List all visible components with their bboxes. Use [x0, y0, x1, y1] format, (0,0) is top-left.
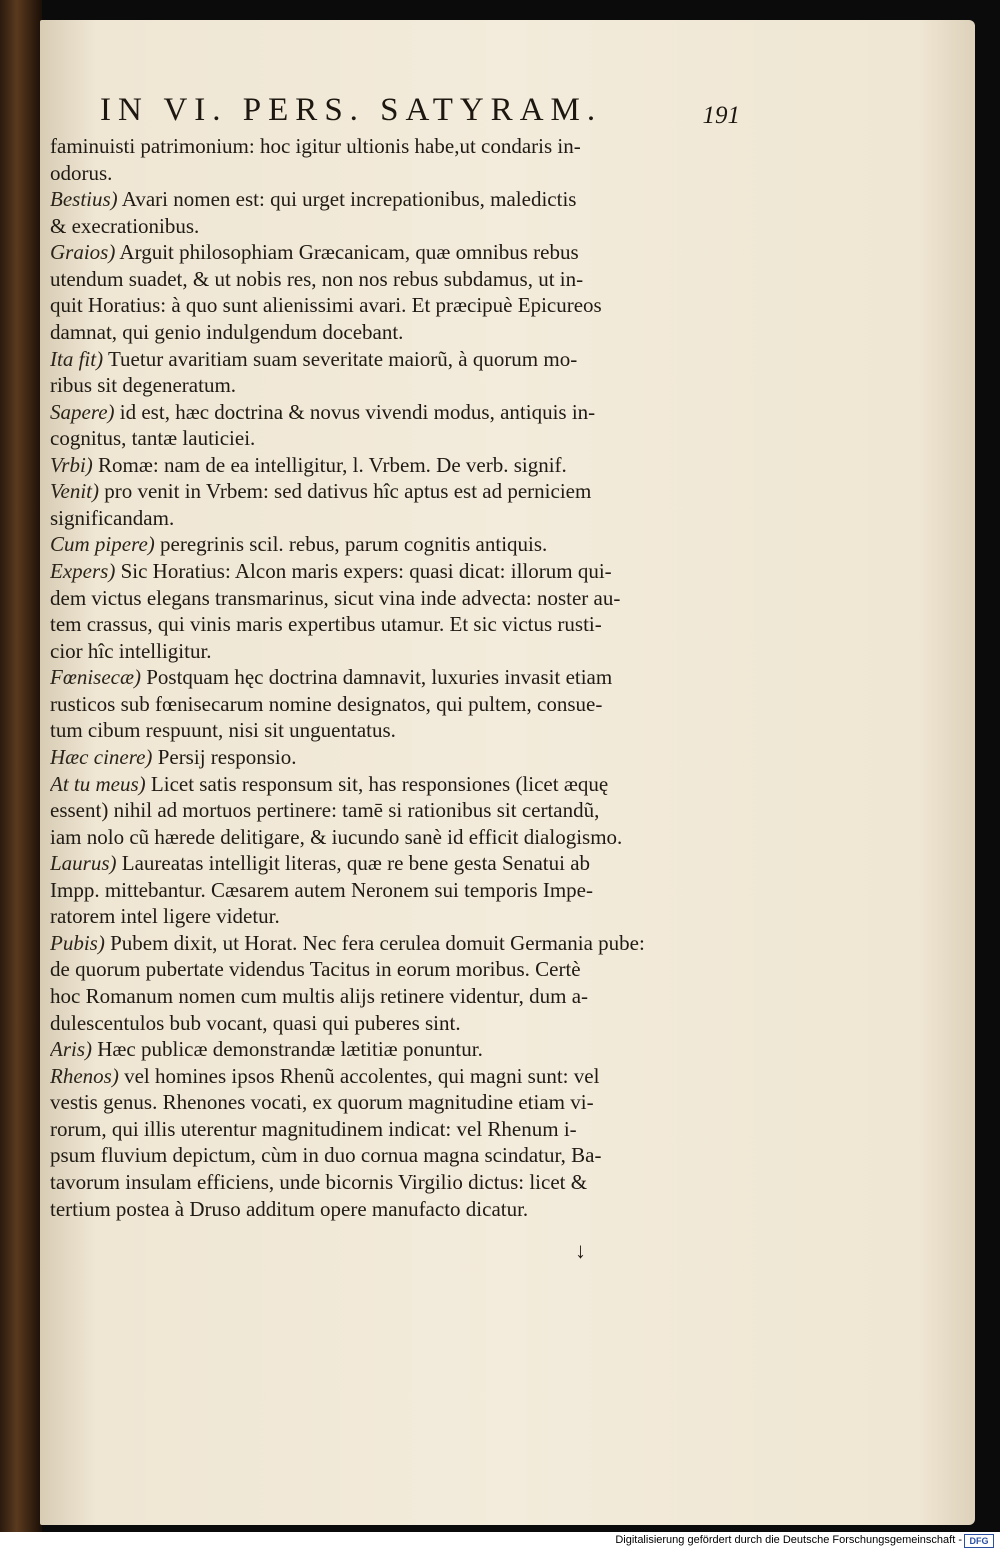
text-line — [50, 877, 740, 904]
lemma: Rhenos) — [50, 1063, 119, 1088]
line-text: Impp. mittebantur. Cæsarem autem Neronem sui temporis Impe- — [50, 877, 593, 902]
lemma: Ita fit) — [50, 346, 104, 371]
line-text: tum cibum respuunt, nisi sit unguentatus. — [50, 718, 396, 743]
lemma: Aris) — [50, 1037, 92, 1062]
line-text: cior hîc intelligitur. — [50, 638, 212, 663]
line-text: vestis genus. Rhenones vocati, ex quorum magnitudine etiam vi- — [50, 1090, 594, 1115]
line-text: tertium postea à Druso additum opere manufacto dicatur. — [50, 1196, 529, 1221]
line-text: iam nolo cũ hærede delitigare, & iucundo sanè id efficit dialogismo. — [50, 824, 623, 849]
text-line — [50, 1089, 740, 1116]
text-line — [50, 717, 740, 744]
text-line — [50, 664, 740, 691]
line-text: utendum suadet, & ut nobis res, non nos rebus subdamus, ut in- — [50, 266, 584, 291]
line-text: hoc Romanum nomen cum multis alijs retinere videntur, dum a- — [50, 984, 589, 1008]
line-text: peregrinis scil. rebus, parum cognitis antiquis. — [154, 532, 548, 557]
text-line — [50, 691, 740, 718]
lemma: Sapere) — [50, 399, 115, 424]
line-text: de quorum pubertate videndus Tacitus in eorum moribus. Certè — [50, 957, 581, 982]
lemma: Fœnisecæ) — [50, 665, 141, 690]
line-text: quit Horatius: à quo sunt alienissimi avari. Et præcipuè Epicureos — [50, 293, 602, 318]
text-line — [50, 292, 740, 319]
line-text: faminuisti patrimonium: hoc igitur ultionis habe,ut condaris in- — [50, 134, 581, 158]
text-line — [50, 266, 740, 293]
text-line — [50, 239, 740, 266]
running-head: IN VI. PERS. SATYRAM. — [100, 92, 603, 128]
text-line — [50, 1010, 740, 1037]
text-line — [50, 771, 740, 798]
lemma: Venit) — [50, 479, 99, 504]
lemma: Hæc cinere) — [50, 744, 153, 769]
line-text: Pubem dixit, ut Horat. Nec fera cerulea domuit Germania pube: — [104, 930, 645, 955]
text-line — [50, 452, 740, 479]
text-line — [50, 638, 740, 665]
line-text: psum fluvium depictum, cùm in duo cornua magna scindatur, Ba- — [50, 1143, 602, 1168]
line-text: Tuetur avaritiam suam severitate maiorũ, à quorum mo- — [103, 346, 578, 371]
line-text: ratorem intel ligere videtur. — [50, 904, 280, 929]
text-line — [50, 930, 740, 957]
lemma: Pubis) — [50, 930, 105, 955]
text-line — [50, 319, 740, 346]
book-binding — [0, 0, 42, 1532]
line-text: Arguit philosophiam Græcanicam, quæ omnibus rebus — [115, 240, 579, 265]
lemma: Bestius) — [50, 187, 118, 212]
line-text: ribus sit degeneratum. — [50, 373, 237, 398]
page-number: 191 — [702, 102, 740, 129]
line-text: significandam. — [50, 505, 175, 530]
text-line — [50, 1169, 740, 1196]
text-line — [50, 160, 740, 187]
text-line — [50, 983, 740, 1010]
catchword-mark: ↓ — [575, 1238, 586, 1263]
line-text: essent) nihil ad mortuos pertinere: tamē si rationibus sit certandũ, — [50, 798, 600, 823]
line-text: Hæc publicæ demonstrandæ lætitiæ ponuntur. — [92, 1037, 483, 1062]
text-line — [50, 744, 740, 771]
text-line — [50, 399, 740, 426]
lemma: Vrbi) — [50, 452, 93, 477]
line-text: Licet satis responsum sit, has responsiones (licet æquę — [145, 771, 609, 796]
text-line — [50, 797, 740, 824]
text-line — [50, 1142, 740, 1169]
line-text: Sic Horatius: Alcon maris expers: quasi dicat: illorum qui- — [115, 559, 612, 583]
footer-bar — [0, 1532, 1000, 1549]
line-text: Persij responsio. — [152, 744, 297, 769]
text-line — [50, 558, 740, 585]
lemma: At tu meus) — [50, 771, 146, 796]
line-text: dulescentulos bub vocant, quasi qui puberes sint. — [50, 1010, 461, 1035]
lemma: Graios) — [50, 240, 116, 265]
text-line — [50, 505, 740, 532]
line-text: vel homines ipsos Rhenũ accolentes, qui magni sunt: vel — [118, 1063, 600, 1088]
line-text: rorum, qui illis uterentur magnitudinem indicat: vel Rhenum i- — [50, 1116, 577, 1141]
line-text: Avari nomen est: qui urget increpationibus, maledictis — [117, 187, 577, 212]
text-line — [50, 186, 740, 213]
text-line — [50, 611, 740, 638]
text-line — [50, 346, 740, 373]
text-line — [50, 1196, 740, 1223]
commentary-text — [50, 133, 740, 1222]
line-text: Postquam hęc doctrina damnavit, luxuries invasit etiam — [140, 665, 613, 690]
line-text: cognitus, tantæ lauticiei. — [50, 426, 256, 451]
text-line — [50, 478, 740, 505]
dfg-logo: DFG — [964, 1534, 994, 1548]
line-text: damnat, qui genio indulgendum docebant. — [50, 319, 404, 344]
text-line — [50, 1063, 740, 1090]
text-line — [50, 1116, 740, 1143]
line-text: tavorum insulam efficiens, unde bicornis Virgilio dictus: licet & — [50, 1169, 588, 1194]
text-line — [50, 531, 740, 558]
text-line — [50, 1036, 740, 1063]
line-text: Laureatas intelligit literas, quæ re bene gesta Senatui ab — [116, 851, 591, 876]
text-line — [50, 213, 740, 240]
text-line — [50, 133, 740, 160]
text-line — [50, 824, 740, 851]
text-line — [50, 372, 740, 399]
funding-credit: Digitalisierung gefördert durch die Deutsche Forschungsgemeinschaft - — [615, 1534, 962, 1546]
line-text: id est, hæc doctrina & novus vivendi modus, antiquis in- — [114, 399, 596, 424]
lemma: Expers) — [50, 559, 116, 583]
lemma: Laurus) — [50, 851, 117, 876]
line-text: & execrationibus. — [50, 213, 200, 238]
line-text: rusticos sub fœnisecarum nomine designatos, qui pultem, consue- — [50, 691, 603, 716]
line-text: Romæ: nam de ea intelligitur, l. Vrbem. De verb. signif. — [92, 452, 567, 477]
text-line — [50, 425, 740, 452]
text-line — [50, 850, 740, 877]
line-text: dem victus elegans transmarinus, sicut vina inde advecta: noster au- — [50, 585, 621, 610]
text-line — [50, 903, 740, 930]
text-line — [50, 585, 740, 612]
line-text: odorus. — [50, 160, 113, 185]
line-text: tem crassus, qui vinis maris expertibus utamur. Et sic victus rusti- — [50, 612, 602, 637]
lemma: Cum pipere) — [50, 532, 155, 557]
line-text: pro venit in Vrbem: sed dativus hîc aptus est ad perniciem — [98, 479, 592, 504]
text-line — [50, 956, 740, 983]
